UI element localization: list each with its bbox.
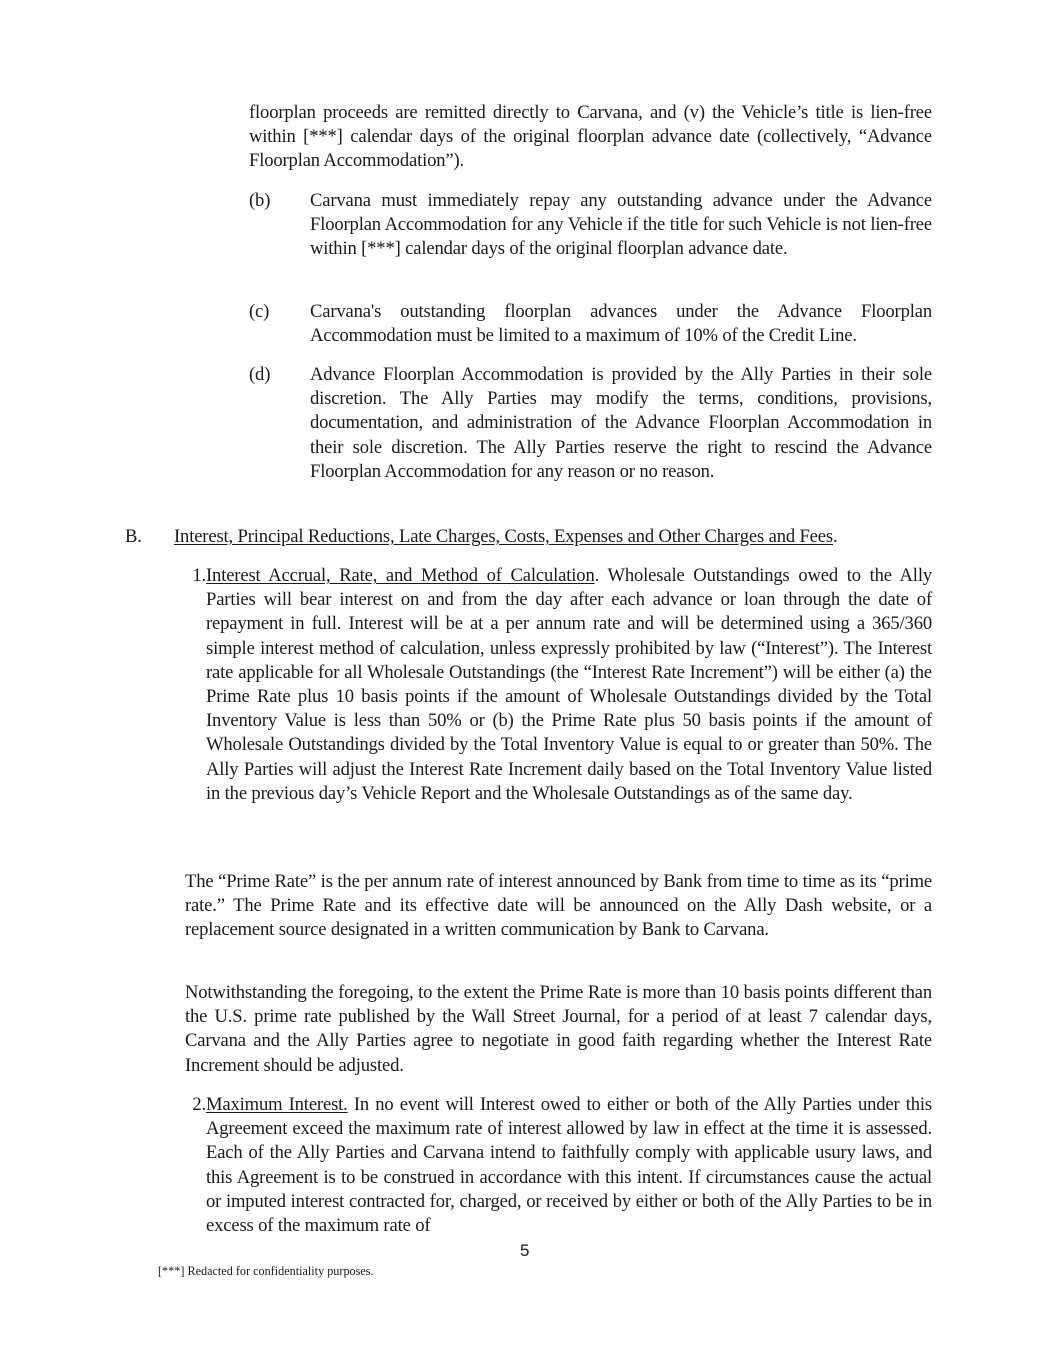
subsection-label: (d) xyxy=(249,364,271,385)
item-heading: Maximum Interest. xyxy=(206,1094,348,1115)
prime-rate-text: The “Prime Rate” is the per annum rate of interest announced by Bank from time to time as its “prime rate.” The Prime Rate and its effective date will be announced on the Ally Dash website, or a replacement source designated in a written communication by Bank to Carvana. xyxy=(185,871,932,941)
item-heading-suffix: . xyxy=(594,565,600,586)
item-text: Wholesale Outstandings owed to the Ally Parties will bear interest on and from the day after each advance or loan through the date of repayment in full. Interest will be at a per annum rate and will be determined using a 365/360 simple interest method of calculation, unless expressly prohibited by law (“Interest”). The Interest rate applicable for all Wholesale Outstandings (the “Interest Rate Increment”) will be either (a) the Prime Rate plus 10 basis points if the amount of Wholesale Outstandings divided by the Total Inventory Value is less than 50% or (b) the Prime Rate plus 50 basis points if the amount of Wholesale Outstandings divided by the Total Inventory Value is equal to or greater than 50%. The Ally Parties will adjust the Interest Rate Increment daily based on the Total Inventory Value listed in the previous day’s Vehicle Report and the Wholesale Outstandings as of the same day. xyxy=(206,565,932,804)
subsection-text: Advance Floorplan Accommodation is provided by the Ally Parties in their sole discretion. The Ally Parties may modify the terms, conditions, provisions, documentation, and administration of the Advance Floorplan Accommodation in their sole discretion. The Ally Parties reserve the right to rescind the Advance Floorplan Accommodation for any reason or no reason. xyxy=(310,364,932,482)
footnote: [***] Redacted for confidentiality purposes. xyxy=(158,1264,374,1278)
item-heading: Interest Accrual, Rate, and Method of Calculation xyxy=(206,565,595,586)
subsection-label: (b) xyxy=(249,190,271,211)
continuation-text: floorplan proceeds are remitted directly to Carvana, and (v) the Vehicle’s title is lien-free within [***] calendar days of the original floorplan advance date (collectively, “Advance Floorplan Accommodation”). xyxy=(249,102,932,172)
numbered-item-2 xyxy=(190,1093,932,1238)
subsection-text: Carvana's outstanding floorplan advances under the Advance Floorplan Accommodation must be limited to a maximum of 10% of the Credit Line. xyxy=(310,301,932,347)
prime-rate-paragraph xyxy=(185,870,932,943)
subsection-c xyxy=(249,300,932,348)
subsection-text: Carvana must immediately repay any outstanding advance under the Advance Floorplan Accommodation for any Vehicle if the title for such Vehicle is not lien-free within [***] calendar days of the original floorplan advance date. xyxy=(310,190,932,260)
item-body xyxy=(206,564,932,806)
item-number: 1. xyxy=(192,565,206,586)
notwithstanding-text: Notwithstanding the foregoing, to the extent the Prime Rate is more than 10 basis points different than the U.S. prime rate published by the Wall Street Journal, for a period of at least 7 calendar days, Carvana and the Ally Parties agree to negotiate in good faith regarding whether the Interest Rate Increment should be adjusted. xyxy=(185,982,932,1076)
item-number: 2. xyxy=(192,1094,206,1115)
section-title-suffix: . xyxy=(832,526,838,547)
subsection-b xyxy=(249,189,932,262)
section-title-text: Interest, Principal Reductions, Late Charges, Costs, Expenses and Other Charges and Fees xyxy=(174,526,833,547)
numbered-item-1 xyxy=(190,564,932,806)
continuation-paragraph xyxy=(249,101,932,174)
item-body xyxy=(206,1093,932,1238)
item-text: In no event will Interest owed to either or both of the Ally Parties under this Agreement exceed the maximum rate of interest allowed by law in effect at the time it is assessed. Each of the Ally Parties and Carvana intend to faithfully comply with applicable usury laws, and this Agreement is to be construed in accordance with this intent. If circumstances cause the actual or imputed interest contracted for, charged, or received by either or both of the Ally Parties to be in excess of the maximum rate of xyxy=(206,1094,932,1237)
section-title xyxy=(174,525,837,549)
notwithstanding-paragraph xyxy=(185,981,932,1078)
page-number: 5 xyxy=(520,1241,530,1260)
subsection-label: (c) xyxy=(249,301,270,322)
subsection-d xyxy=(249,363,932,484)
section-letter: B. xyxy=(125,526,142,547)
